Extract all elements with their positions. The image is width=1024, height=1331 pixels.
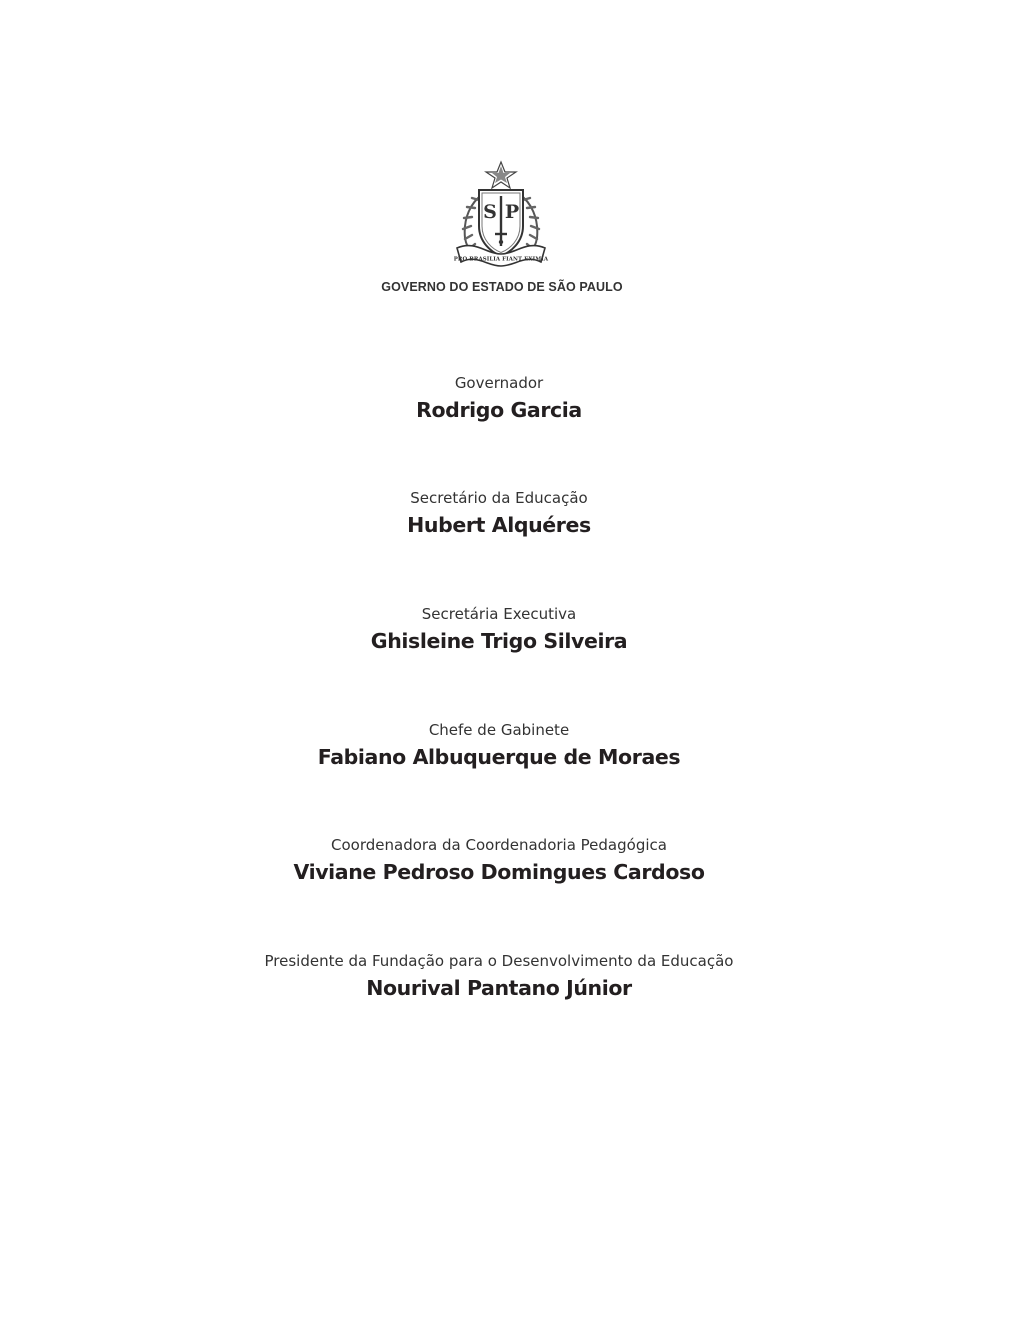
official-block-education-secretary — [0, 489, 998, 538]
official-block-executive-secretary — [0, 605, 998, 654]
official-role: Secretário da Educação — [410, 489, 588, 507]
official-name: Ghisleine Trigo Silveira — [370, 629, 628, 653]
official-name: Rodrigo Garcia — [416, 398, 582, 422]
official-block-chief-of-staff — [0, 721, 998, 770]
government-name: GOVERNO DO ESTADO DE SÃO PAULO — [381, 280, 623, 294]
official-name: Hubert Alquéres — [407, 513, 591, 537]
official-role: Presidente da Fundação para o Desenvolvimento da Educação — [264, 952, 734, 970]
official-name: Viviane Pedroso Domingues Cardoso — [293, 860, 705, 884]
official-role: Coordenadora da Coordenadoria Pedagógica — [331, 836, 667, 854]
svg-text:P: P — [504, 201, 520, 223]
official-role: Chefe de Gabinete — [428, 721, 570, 739]
svg-text:PRO BRASILIA FIANT EXIMIA: PRO BRASILIA FIANT EXIMIA — [453, 256, 549, 263]
sao-paulo-coat-of-arms-icon — [453, 160, 549, 272]
official-role: Secretária Executiva — [421, 605, 577, 623]
official-name: Fabiano Albuquerque de Moraes — [317, 745, 681, 769]
official-role: Governador — [454, 374, 544, 392]
official-name: Nourival Pantano Júnior — [366, 976, 632, 1000]
official-block-fde-president — [0, 952, 998, 1001]
official-block-pedagogical-coordinator — [0, 836, 998, 885]
official-block-governor — [0, 374, 998, 423]
svg-text:S: S — [483, 201, 497, 223]
